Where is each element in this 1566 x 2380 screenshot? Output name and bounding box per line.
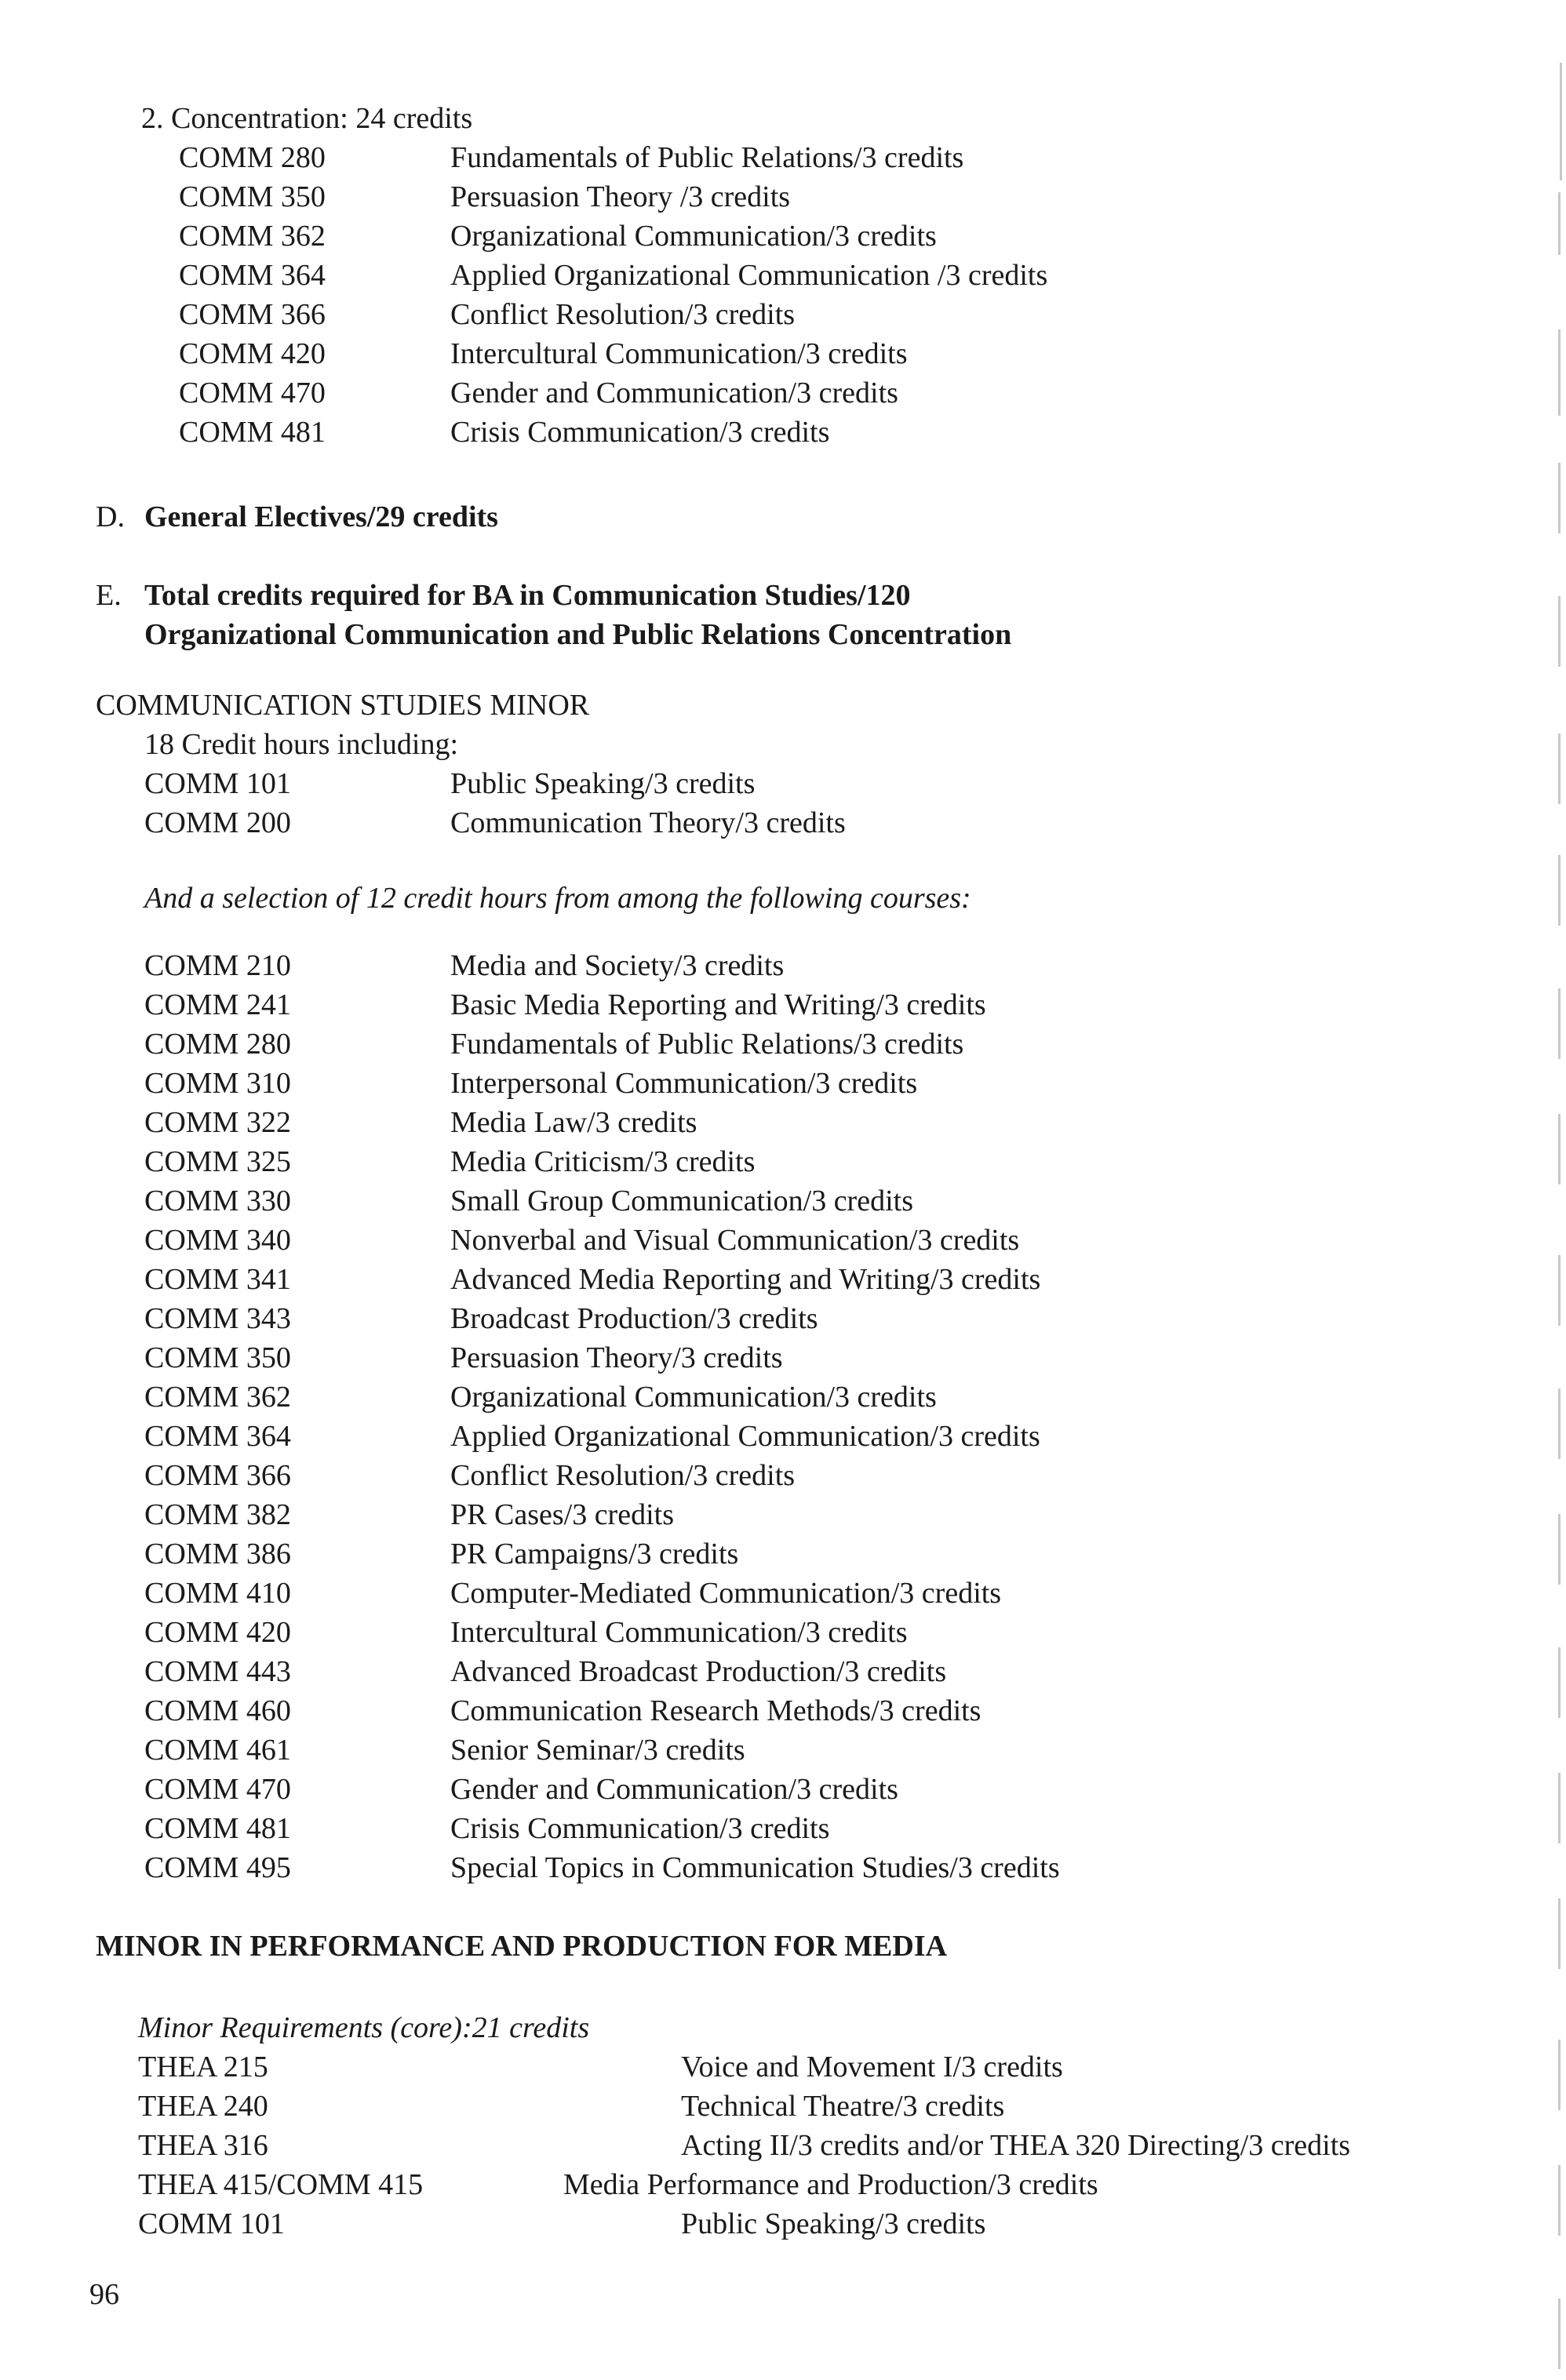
course-title: Technical Theatre/3 credits <box>681 2090 1005 2123</box>
course-title: Intercultural Communication/3 credits <box>450 337 908 370</box>
course-title: Fundamentals of Public Relations/3 credits <box>450 1028 964 1061</box>
edge-mark <box>1558 1773 1561 1843</box>
course-code: COMM 460 <box>144 1694 291 1727</box>
media-minor-heading: MINOR IN PERFORMANCE AND PRODUCTION FOR MEDIA <box>96 1930 948 1963</box>
edge-mark <box>1558 855 1561 926</box>
course-code: COMM 362 <box>144 1381 291 1414</box>
course-code: COMM 364 <box>144 1420 291 1453</box>
course-code: COMM 366 <box>144 1459 291 1492</box>
course-title: Gender and Communication/3 credits <box>450 1773 898 1806</box>
course-title: Crisis Communication/3 credits <box>450 1812 830 1845</box>
edge-mark <box>1558 192 1561 255</box>
course-code: COMM 470 <box>179 377 326 409</box>
course-code: THEA 316 <box>138 2129 268 2162</box>
edge-mark <box>1558 1388 1561 1459</box>
general-electives-text: General Electives/29 credits <box>144 500 498 533</box>
media-minor-requirements: Minor Requirements (core):21 credits <box>138 2011 590 2044</box>
total-credits-line2: Organizational Communication and Public Relations Concentration <box>144 618 1012 651</box>
course-code: THEA 240 <box>138 2090 268 2123</box>
course-title: Applied Organizational Communication/3 credits <box>450 1420 1040 1453</box>
edge-mark <box>1558 2298 1561 2369</box>
course-code: COMM 340 <box>144 1224 291 1257</box>
edge-mark <box>1558 988 1561 1059</box>
course-code: COMM 481 <box>179 416 326 449</box>
course-code: THEA 215 <box>138 2051 268 2083</box>
course-code: COMM 420 <box>144 1616 291 1649</box>
course-title: Interpersonal Communication/3 credits <box>450 1067 918 1100</box>
course-title: Small Group Communication/3 credits <box>450 1185 913 1217</box>
section-letter: E. <box>96 579 122 612</box>
course-code: COMM 495 <box>144 1851 291 1884</box>
course-code: COMM 443 <box>144 1655 291 1688</box>
course-title: Public Speaking/3 credits <box>681 2207 986 2240</box>
course-title: Media Performance and Production/3 credits <box>563 2168 1098 2201</box>
edge-mark <box>1558 1898 1561 1969</box>
course-title: PR Campaigns/3 credits <box>450 1538 739 1570</box>
course-title: Public Speaking/3 credits <box>450 767 756 800</box>
course-title: Voice and Movement I/3 credits <box>681 2051 1063 2083</box>
course-code: THEA 415/COMM 415 <box>138 2168 424 2201</box>
course-code: COMM 341 <box>144 1263 291 1296</box>
edge-mark <box>1558 329 1561 416</box>
course-title: Nonverbal and Visual Communication/3 credits <box>450 1224 1020 1257</box>
course-title: Conflict Resolution/3 credits <box>450 298 796 331</box>
course-code: COMM 322 <box>144 1106 291 1139</box>
edge-mark <box>1558 463 1561 533</box>
edge-mark <box>1560 63 1562 180</box>
course-code: COMM 343 <box>144 1302 291 1335</box>
selection-note: And a selection of 12 credit hours from among the following courses: <box>144 882 971 915</box>
course-code: COMM 382 <box>144 1498 291 1531</box>
edge-mark <box>1558 1255 1561 1326</box>
course-title: Gender and Communication/3 credits <box>450 377 898 409</box>
edge-mark <box>1558 2165 1561 2236</box>
course-code: COMM 101 <box>138 2207 285 2240</box>
total-credits-line1: Total credits required for BA in Communication Studies/120 <box>144 579 911 612</box>
edge-mark <box>1558 1114 1561 1185</box>
edge-mark <box>1558 1514 1561 1585</box>
course-title: Fundamentals of Public Relations/3 credits <box>450 141 964 174</box>
course-code: COMM 200 <box>144 806 291 839</box>
course-title: Media and Society/3 credits <box>450 949 785 982</box>
page-number: 96 <box>89 2278 119 2311</box>
course-title: Media Law/3 credits <box>450 1106 697 1139</box>
course-title: Advanced Broadcast Production/3 credits <box>450 1655 947 1688</box>
course-code: COMM 481 <box>144 1812 291 1845</box>
course-title: Broadcast Production/3 credits <box>450 1302 818 1335</box>
course-title: Intercultural Communication/3 credits <box>450 1616 908 1649</box>
course-title: Communication Research Methods/3 credits <box>450 1694 981 1727</box>
edge-mark <box>1558 596 1561 667</box>
course-title: Senior Seminar/3 credits <box>450 1734 745 1767</box>
course-title: PR Cases/3 credits <box>450 1498 674 1531</box>
course-code: COMM 366 <box>179 298 326 331</box>
course-code: COMM 420 <box>179 337 326 370</box>
course-code: COMM 470 <box>144 1773 291 1806</box>
course-code: COMM 386 <box>144 1538 291 1570</box>
course-title: Advanced Media Reporting and Writing/3 credits <box>450 1263 1041 1296</box>
edge-mark <box>1558 733 1561 804</box>
course-code: COMM 461 <box>144 1734 291 1767</box>
concentration-heading: 2. Concentration: 24 credits <box>141 102 473 135</box>
course-code: COMM 410 <box>144 1577 291 1610</box>
course-title: Basic Media Reporting and Writing/3 credits <box>450 988 986 1021</box>
minor-subheading: 18 Credit hours including: <box>144 728 459 761</box>
course-title: Organizational Communication/3 credits <box>450 1381 937 1414</box>
course-code: COMM 280 <box>179 141 326 174</box>
course-title: Media Criticism/3 credits <box>450 1145 756 1178</box>
course-title: Conflict Resolution/3 credits <box>450 1459 796 1492</box>
course-code: COMM 310 <box>144 1067 291 1100</box>
course-code: COMM 241 <box>144 988 291 1021</box>
course-title: Persuasion Theory/3 credits <box>450 1341 783 1374</box>
course-code: COMM 350 <box>144 1341 291 1374</box>
course-code: COMM 210 <box>144 949 291 982</box>
course-code: COMM 101 <box>144 767 291 800</box>
course-code: COMM 330 <box>144 1185 291 1217</box>
course-code: COMM 280 <box>144 1028 291 1061</box>
course-code: COMM 325 <box>144 1145 291 1178</box>
course-title: Applied Organizational Communication /3 credits <box>450 259 1048 292</box>
course-title: Communication Theory/3 credits <box>450 806 846 839</box>
course-title: Crisis Communication/3 credits <box>450 416 830 449</box>
course-title: Acting II/3 credits and/or THEA 320 Directing/3 credits <box>681 2129 1351 2162</box>
course-code: COMM 350 <box>179 180 326 213</box>
course-title: Persuasion Theory /3 credits <box>450 180 791 213</box>
course-code: COMM 364 <box>179 259 326 292</box>
course-title: Computer-Mediated Communication/3 credits <box>450 1577 1002 1610</box>
section-letter: D. <box>96 500 125 533</box>
edge-mark <box>1558 1647 1561 1718</box>
course-title: Organizational Communication/3 credits <box>450 220 937 253</box>
course-code: COMM 362 <box>179 220 326 253</box>
course-title: Special Topics in Communication Studies/3 credits <box>450 1851 1060 1884</box>
minor-heading: COMMUNICATION STUDIES MINOR <box>96 689 590 722</box>
edge-mark <box>1558 2040 1561 2110</box>
